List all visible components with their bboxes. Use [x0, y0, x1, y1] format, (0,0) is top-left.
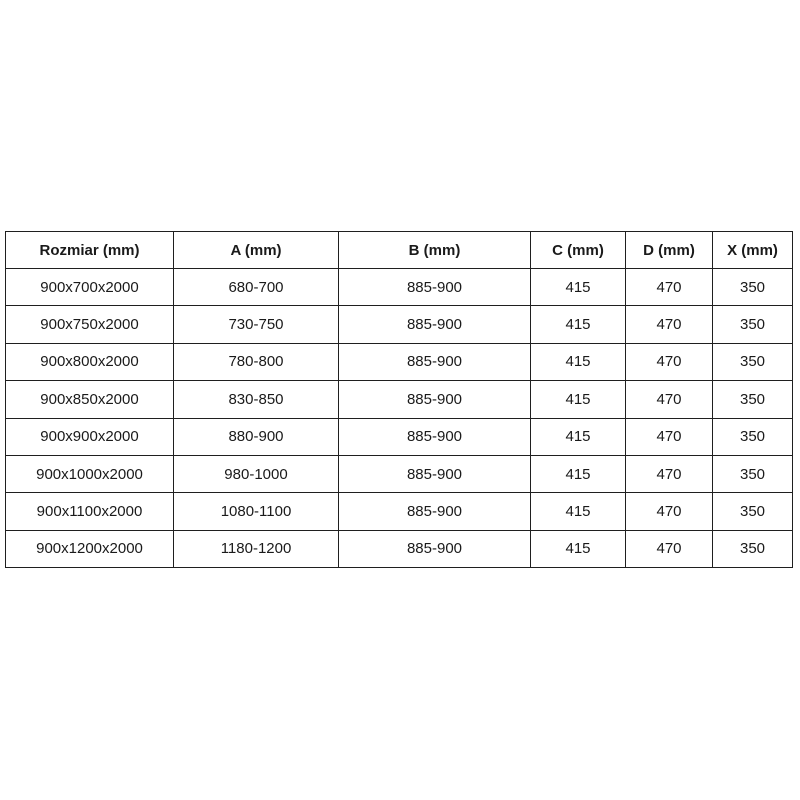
- table-cell: 885-900: [339, 343, 531, 380]
- table-row: [6, 269, 793, 306]
- table-cell: 350: [713, 493, 793, 530]
- table-cell: 470: [626, 530, 713, 567]
- table-cell: 350: [713, 343, 793, 380]
- table-cell: 680-700: [174, 269, 339, 306]
- table-cell: 885-900: [339, 418, 531, 455]
- table-cell: 350: [713, 306, 793, 343]
- table-cell: 900x1000x2000: [6, 455, 174, 492]
- table-cell: 415: [531, 269, 626, 306]
- table-cell: 470: [626, 418, 713, 455]
- table-cell: 885-900: [339, 306, 531, 343]
- table-cell: 900x700x2000: [6, 269, 174, 306]
- table-cell: 900x1100x2000: [6, 493, 174, 530]
- table-body: [6, 269, 793, 568]
- table-cell: 350: [713, 418, 793, 455]
- table-cell: 415: [531, 343, 626, 380]
- table-cell: 470: [626, 493, 713, 530]
- table-cell: 980-1000: [174, 455, 339, 492]
- table-cell: 900x900x2000: [6, 418, 174, 455]
- table-cell: 900x850x2000: [6, 381, 174, 418]
- dimensions-table: [5, 231, 793, 568]
- table-cell: 885-900: [339, 530, 531, 567]
- table-cell: 1180-1200: [174, 530, 339, 567]
- table-cell: 830-850: [174, 381, 339, 418]
- size-table-container: [5, 231, 793, 568]
- table-header-row: [6, 232, 793, 269]
- table-cell: 470: [626, 269, 713, 306]
- table-cell: 415: [531, 455, 626, 492]
- table-cell: 415: [531, 418, 626, 455]
- column-header: A (mm): [174, 232, 339, 269]
- table-row: [6, 455, 793, 492]
- table-cell: 350: [713, 269, 793, 306]
- table-cell: 350: [713, 381, 793, 418]
- table-row: [6, 306, 793, 343]
- table-cell: 780-800: [174, 343, 339, 380]
- table-cell: 470: [626, 381, 713, 418]
- column-header: Rozmiar (mm): [6, 232, 174, 269]
- table-cell: 885-900: [339, 455, 531, 492]
- table-cell: 415: [531, 381, 626, 418]
- table-cell: 470: [626, 306, 713, 343]
- table-cell: 470: [626, 343, 713, 380]
- table-cell: 900x1200x2000: [6, 530, 174, 567]
- table-cell: 1080-1100: [174, 493, 339, 530]
- table-cell: 900x800x2000: [6, 343, 174, 380]
- table-cell: 730-750: [174, 306, 339, 343]
- table-cell: 350: [713, 455, 793, 492]
- table-cell: 415: [531, 306, 626, 343]
- column-header: D (mm): [626, 232, 713, 269]
- table-cell: 415: [531, 493, 626, 530]
- table-cell: 900x750x2000: [6, 306, 174, 343]
- table-row: [6, 418, 793, 455]
- table-cell: 470: [626, 455, 713, 492]
- table-cell: 885-900: [339, 269, 531, 306]
- column-header: B (mm): [339, 232, 531, 269]
- table-row: [6, 343, 793, 380]
- table-row: [6, 381, 793, 418]
- column-header: C (mm): [531, 232, 626, 269]
- table-cell: 350: [713, 530, 793, 567]
- column-header: X (mm): [713, 232, 793, 269]
- table-row: [6, 493, 793, 530]
- table-cell: 885-900: [339, 381, 531, 418]
- table-cell: 880-900: [174, 418, 339, 455]
- table-row: [6, 530, 793, 567]
- table-cell: 885-900: [339, 493, 531, 530]
- table-cell: 415: [531, 530, 626, 567]
